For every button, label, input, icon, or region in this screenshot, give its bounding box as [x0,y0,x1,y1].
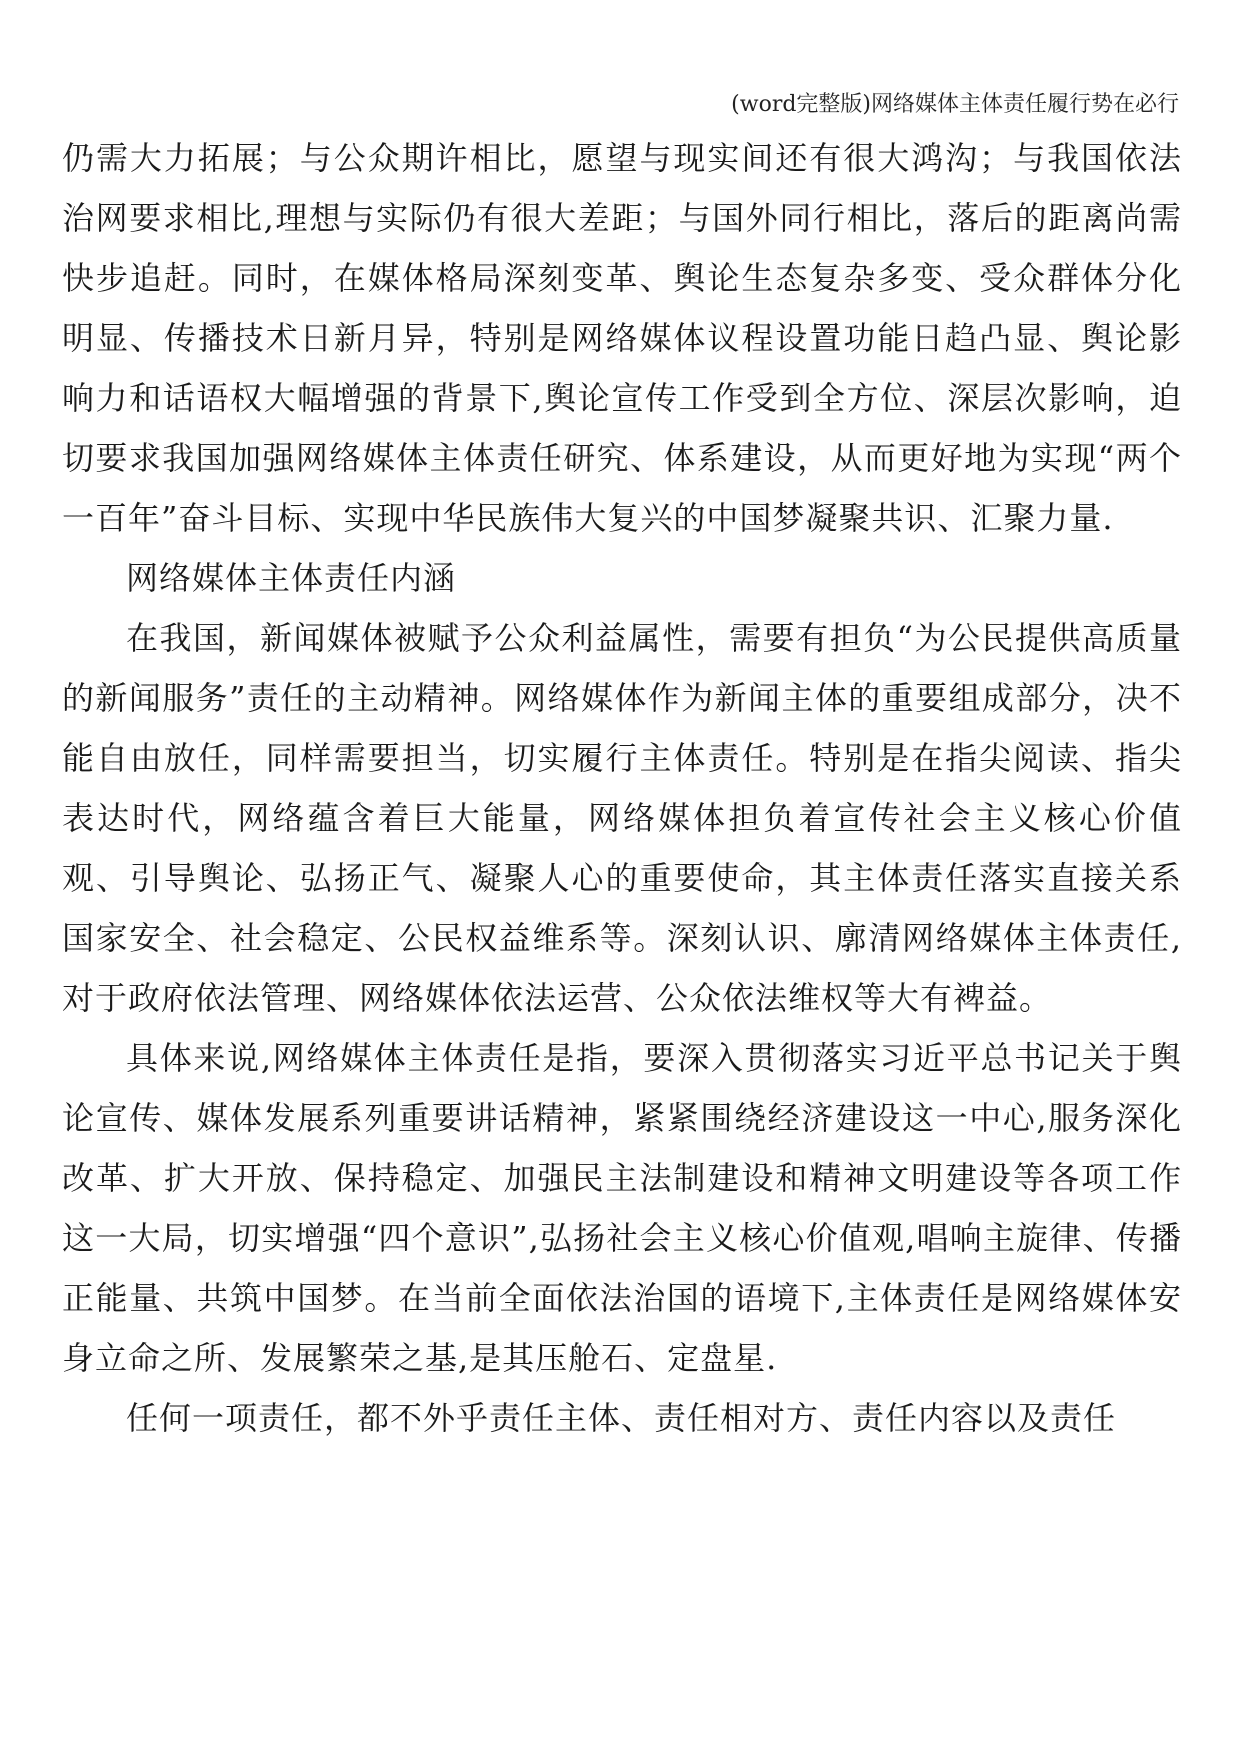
paragraph-responsibility-definition: 具体来说,网络媒体主体责任是指，要深入贯彻落实习近平总书记关于舆论宣传、媒体发展系列重要讲话精神，紧紧围绕经济建设这一中心,服务深化改革、扩大开放、保持稳定、加强民主法制建设和精神文明建设等各项工作这一大局，切实增强“四个意识”,弘扬社会主义核心价值观,唱响主旋律、传播正能量、共筑中国梦。在当前全面依法治国的语境下,主体责任是网络媒体安身立命之所、发展繁荣之基,是其压舱石、定盘星. [62,1039,1182,1377]
running-header-title: (word完整版)网络媒体主体责任履行势在必行 [731,92,1179,117]
section-heading: 网络媒体主体责任内涵 [126,559,457,597]
paragraph-media-public-interest: 在我国，新闻媒体被赋予公众利益属性，需要有担负“为公民提供高质量的新闻服务”责任的主动精神。网络媒体作为新闻主体的重要组成部分，决不能自由放任，同样需要担当，切实履行主体责任。特别是在指尖阅读、指尖表达时代，网络蕴含着巨大能量，网络媒体担负着宣传社会主义核心价值观、引导舆论、弘扬正气、凝聚人心的重要使命，其主体责任落实直接关系国家安全、社会稳定、公民权益维系等。深刻认识、廓清网络媒体主体责任,对于政府依法管理、网络媒体依法运营、公众依法维权等大有裨益。 [62,619,1182,1017]
paragraph-continued-intro: 仍需大力拓展；与公众期许相比，愿望与现实间还有很大鸿沟；与我国依法治网要求相比,理想与实际仍有很大差距；与国外同行相比，落后的距离尚需快步追赶。同时，在媒体格局深刻变革、舆论生态复杂多变、受众群体分化明显、传播技术日新月异，特别是网络媒体议程设置功能日趋凸显、舆论影响力和话语权大幅增强的背景下,舆论宣传工作受到全方位、深层次影响，迫切要求我国加强网络媒体主体责任研究、体系建设，从而更好地为实现“两个一百年”奋斗目标、实现中华民族伟大复兴的中国梦凝聚共识、汇聚力量. [62,139,1182,537]
paragraph-responsibility-elements: 任何一项责任，都不外乎责任主体、责任相对方、责任内容以及责任 [126,1399,1117,1437]
document-body [62,128,1182,1448]
